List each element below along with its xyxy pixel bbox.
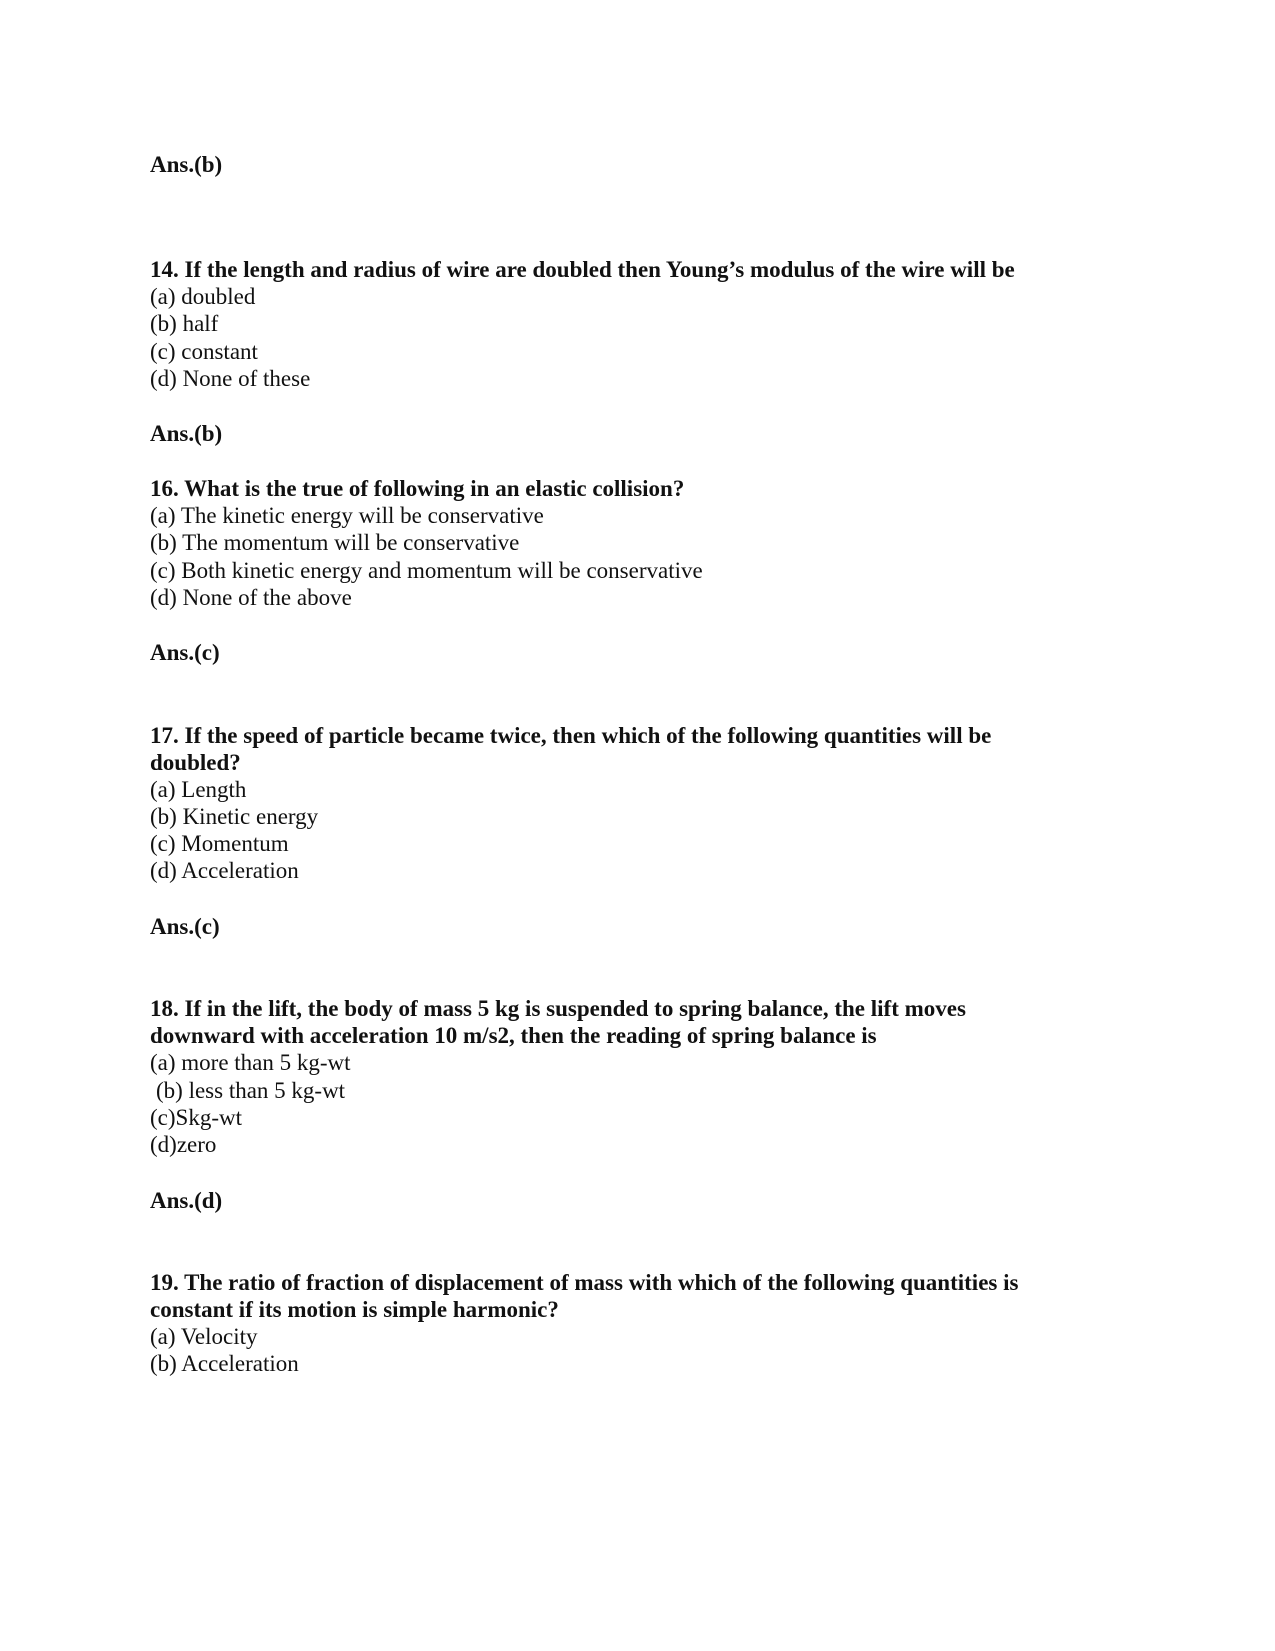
- option-b: (b) The momentum will be conservative: [150, 530, 520, 555]
- option-d: (d) Acceleration: [150, 858, 299, 883]
- question-text-line-2: constant if its motion is simple harmonic?: [150, 1297, 559, 1322]
- option-d: (d) None of these: [150, 366, 311, 391]
- question-text-line-1: 19. The ratio of fraction of displacement of mass with which of the following quantities is: [150, 1270, 1019, 1295]
- option-a: (a) Velocity: [150, 1324, 258, 1349]
- option-d: (d) None of the above: [150, 585, 352, 610]
- option-c: (c) Momentum: [150, 831, 289, 856]
- question-text: 14. If the length and radius of wire are doubled then Young’s modulus of the wire will be: [150, 257, 1015, 282]
- answer: Ans.(c): [150, 914, 220, 939]
- answer: Ans.(b): [150, 421, 223, 446]
- answer-intro: Ans.(b): [150, 152, 223, 177]
- question-text: 16. What is the true of following in an elastic collision?: [150, 476, 685, 501]
- option-b: (b) half: [150, 311, 219, 336]
- option-c: (c) constant: [150, 339, 258, 364]
- option-a: (a) Length: [150, 777, 247, 802]
- answer: Ans.(d): [150, 1188, 223, 1213]
- question-text-line-1: 18. If in the lift, the body of mass 5 kg is suspended to spring balance, the lift moves: [150, 996, 966, 1021]
- option-b: (b) Kinetic energy: [150, 804, 319, 829]
- question-text-line-2: downward with acceleration 10 m/s2, then the reading of spring balance is: [150, 1023, 877, 1048]
- option-c: (c)Skg-wt: [150, 1105, 242, 1130]
- option-b: (b) Acceleration: [150, 1351, 299, 1376]
- answer: Ans.(c): [150, 640, 220, 665]
- option-b: (b) less than 5 kg-wt: [156, 1078, 346, 1103]
- question-text-line-2: doubled?: [150, 750, 241, 775]
- option-a: (a) doubled: [150, 284, 256, 309]
- option-c: (c) Both kinetic energy and momentum will be conservative: [150, 558, 703, 583]
- option-d: (d)zero: [150, 1132, 217, 1157]
- option-a: (a) The kinetic energy will be conservative: [150, 503, 544, 528]
- option-a: (a) more than 5 kg-wt: [150, 1050, 351, 1075]
- question-text-line-1: 17. If the speed of particle became twice, then which of the following quantities will be: [150, 723, 992, 748]
